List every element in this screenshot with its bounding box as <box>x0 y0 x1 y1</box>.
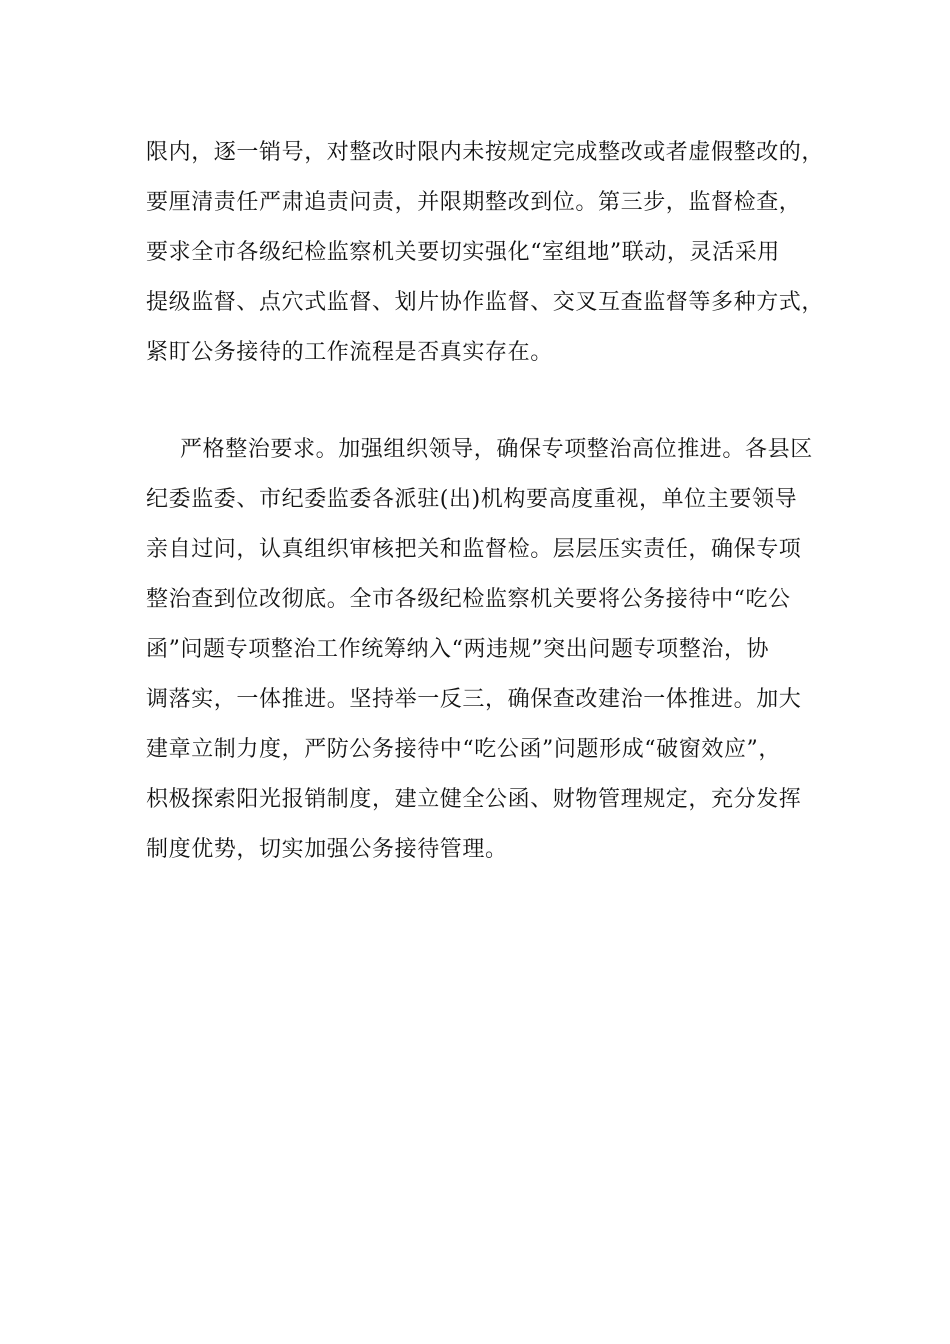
paragraph-line: 严格整治要求。加强组织领导，确保专项整治高位推进。各县区 <box>180 437 813 462</box>
paragraph-line: 纪委监委、市纪委监委各派驻(出)机构要高度重视，单位主要领导 <box>146 487 798 512</box>
paragraph-line: 要求全市各级纪检监察机关要切实强化“室组地”联动，灵活采用 <box>146 240 780 265</box>
document-body <box>146 128 825 875</box>
paragraph-line: 制度优势，切实加强公务接待管理。 <box>146 837 508 862</box>
paragraph-line: 调落实，一体推进。坚持举一反三，确保查改建治一体推进。加大 <box>146 687 802 712</box>
paragraph-line: 紧盯公务接待的工作流程是否真实存在。 <box>146 340 553 365</box>
paragraph-line: 建章立制力度，严防公务接待中“吃公函”问题形成“破窗效应”， <box>146 737 781 762</box>
paragraph-1 <box>146 128 825 378</box>
paragraph-line: 亲自过问，认真组织审核把关和监督检。层层压实责任，确保专项 <box>146 537 802 562</box>
paragraph-line: 枳极探索阳光报销制度，建立健全公函、财物管理规定，充分发挥 <box>146 787 802 812</box>
paragraph-line: 提级监督、点穴式监督、划片协作监督、交叉互查监督等多种方式， <box>146 290 825 315</box>
paragraph-line: 函”问题专项整治工作统筹纳入“两违规”突出问题专项整治，协 <box>146 637 770 662</box>
paragraph-line: 整治查到位改彻底。全市各级纪检监察机关要将公务接待中“吃公 <box>146 587 791 612</box>
paragraph-spacer <box>146 378 822 425</box>
paragraph-line: 要厘清责任严肃追责问责，并限期整改到位。第三步，监督检查， <box>146 190 802 215</box>
paragraph-line: 限内，逐一销号，对整改时限内未按规定完成整改或者虚假整改的， <box>146 140 825 165</box>
paragraph-2 <box>146 425 822 875</box>
